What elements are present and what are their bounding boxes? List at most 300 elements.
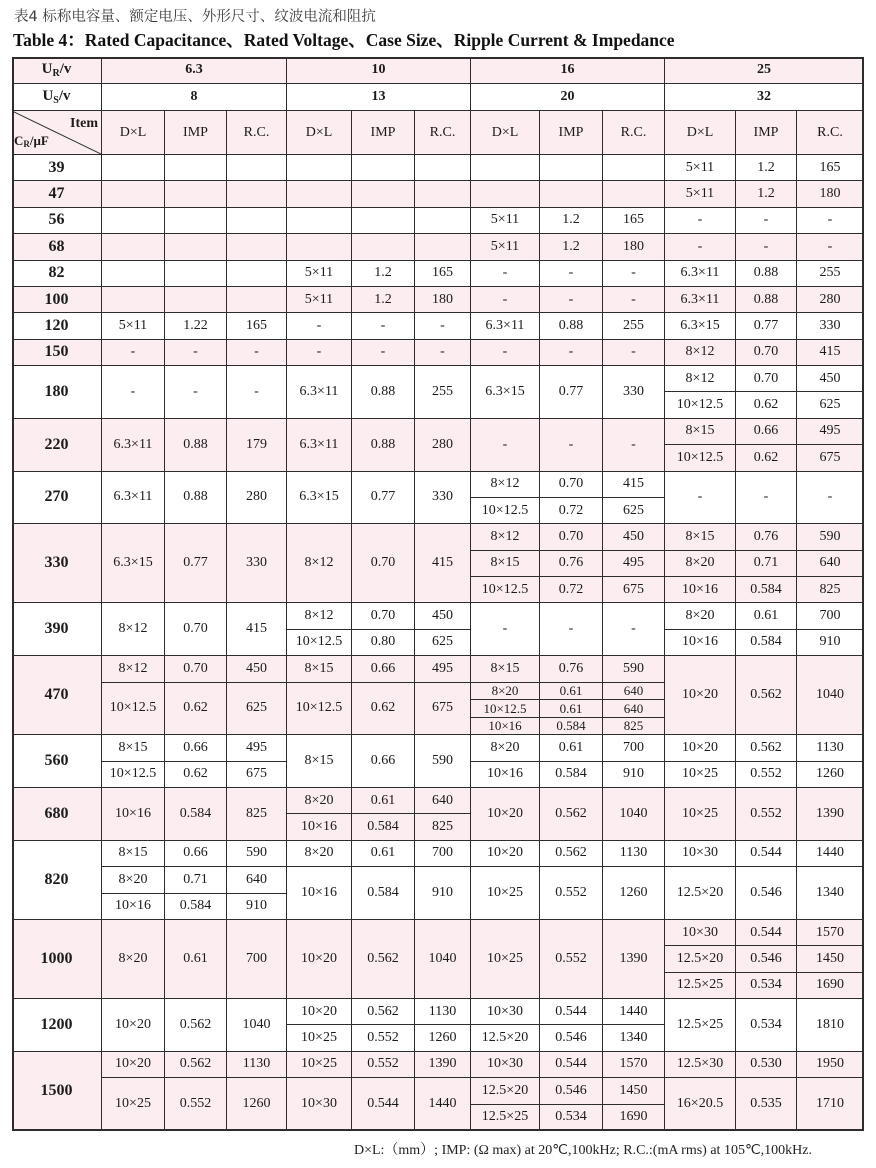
voltage-group-25v bbox=[665, 287, 864, 313]
case-size-cell: 10×12.5 bbox=[287, 630, 352, 656]
voltage-group-6-3v bbox=[102, 920, 287, 999]
spec-entry bbox=[665, 366, 864, 392]
spec-entry bbox=[102, 788, 287, 841]
spec-entry bbox=[287, 155, 471, 181]
impedance-cell: 1.2 bbox=[540, 208, 603, 234]
voltage-group-16v bbox=[471, 366, 665, 419]
impedance-cell: 0.562 bbox=[736, 735, 797, 761]
spec-entry bbox=[287, 181, 471, 207]
spec-entry bbox=[102, 208, 287, 234]
case-size-cell: 10×16 bbox=[287, 867, 352, 920]
case-size-cell: 8×12 bbox=[471, 472, 540, 498]
spec-entry bbox=[471, 261, 665, 287]
spec-entry bbox=[471, 1078, 665, 1104]
case-size-cell: 8×15 bbox=[665, 419, 736, 445]
ripple-current-cell: 280 bbox=[797, 287, 864, 313]
case-size-cell bbox=[102, 155, 165, 181]
spec-entry bbox=[102, 472, 287, 525]
impedance-cell: 0.544 bbox=[352, 1078, 415, 1131]
label-subscript: R bbox=[23, 139, 30, 149]
ripple-current-cell: 825 bbox=[415, 814, 471, 840]
case-size-cell: - bbox=[102, 366, 165, 419]
ripple-current-cell: 910 bbox=[227, 894, 287, 920]
spec-entry bbox=[287, 841, 471, 867]
impedance-cell bbox=[165, 287, 227, 313]
impedance-cell: - bbox=[540, 340, 603, 366]
spec-entry bbox=[471, 234, 665, 260]
impedance-cell: 0.76 bbox=[736, 524, 797, 550]
ripple-current-cell: 280 bbox=[227, 472, 287, 525]
ripple-current-cell: 700 bbox=[603, 735, 665, 761]
ripple-current-cell: 625 bbox=[797, 392, 864, 418]
spec-entry bbox=[102, 762, 287, 788]
table-row bbox=[12, 181, 864, 207]
voltage-group-6-3v bbox=[102, 999, 287, 1052]
ripple-current-cell bbox=[227, 287, 287, 313]
impedance-cell: 0.584 bbox=[736, 577, 797, 603]
spec-entry bbox=[287, 208, 471, 234]
case-size-cell bbox=[102, 181, 165, 207]
voltage-group-10v bbox=[287, 234, 471, 260]
spec-entry bbox=[471, 1105, 665, 1131]
label-unit: /v bbox=[59, 60, 72, 77]
voltage-group-16v bbox=[471, 841, 665, 920]
case-size-cell: 8×20 bbox=[102, 920, 165, 999]
ripple-current-cell: 825 bbox=[797, 577, 864, 603]
case-size-cell: 12.5×25 bbox=[665, 973, 736, 999]
ripple-current-cell bbox=[227, 208, 287, 234]
case-size-cell: - bbox=[665, 472, 736, 525]
voltage-group-6-3v bbox=[102, 366, 287, 419]
voltage-group-6-3v bbox=[102, 261, 287, 287]
case-size-cell: 6.3×11 bbox=[102, 419, 165, 472]
spec-entry bbox=[471, 867, 665, 920]
ripple-current-cell: 1260 bbox=[797, 762, 864, 788]
spec-entry bbox=[287, 1052, 471, 1078]
spec-entry bbox=[102, 1052, 287, 1078]
spec-entry bbox=[471, 1052, 665, 1078]
label-unit: /μF bbox=[29, 133, 49, 148]
capacitance-cell: 1000 bbox=[12, 920, 102, 999]
capacitance-cell: 39 bbox=[12, 155, 102, 181]
case-size-cell: 10×25 bbox=[665, 788, 736, 841]
voltage-group-10v bbox=[287, 261, 471, 287]
ripple-current-cell bbox=[415, 155, 471, 181]
surge-voltage-32v: 32 bbox=[665, 84, 864, 111]
impedance-cell: 0.72 bbox=[540, 498, 603, 524]
ripple-current-cell: 255 bbox=[603, 313, 665, 339]
capacitance-cell: 120 bbox=[12, 313, 102, 339]
case-size-cell: 10×12.5 bbox=[665, 392, 736, 418]
capacitance-cell: 680 bbox=[12, 788, 102, 841]
impedance-cell: 1.2 bbox=[736, 155, 797, 181]
spec-entry bbox=[102, 234, 287, 260]
spec-entry bbox=[471, 155, 665, 181]
case-size-cell: 10×12.5 bbox=[102, 762, 165, 788]
spec-entry bbox=[471, 472, 665, 498]
impedance-cell: 0.76 bbox=[540, 551, 603, 577]
impedance-cell: 0.62 bbox=[736, 392, 797, 418]
voltage-group-16v bbox=[471, 287, 665, 313]
ripple-current-cell bbox=[227, 155, 287, 181]
impedance-cell bbox=[165, 261, 227, 287]
spec-entry bbox=[471, 577, 665, 603]
impedance-cell: - bbox=[352, 313, 415, 339]
impedance-cell: 0.77 bbox=[736, 313, 797, 339]
ripple-current-cell: 640 bbox=[227, 867, 287, 893]
capacitance-cell: 180 bbox=[12, 366, 102, 419]
case-size-cell: 10×20 bbox=[102, 1052, 165, 1078]
table-row bbox=[12, 656, 864, 735]
impedance-cell: 0.534 bbox=[736, 973, 797, 999]
ripple-current-cell: 625 bbox=[603, 498, 665, 524]
voltage-group-10v bbox=[287, 419, 471, 472]
impedance-cell bbox=[540, 181, 603, 207]
voltage-group-6-3v bbox=[102, 155, 287, 181]
voltage-group-25v bbox=[665, 999, 864, 1052]
impedance-cell: 0.70 bbox=[352, 524, 415, 603]
impedance-cell: 0.77 bbox=[540, 366, 603, 419]
voltage-group-10v bbox=[287, 603, 471, 656]
spec-entry bbox=[665, 419, 864, 445]
case-size-cell: 10×30 bbox=[665, 920, 736, 946]
table-row bbox=[12, 1052, 864, 1131]
spec-entry bbox=[471, 551, 665, 577]
impedance-cell: 0.66 bbox=[352, 735, 415, 788]
voltage-group-6-3v bbox=[102, 208, 287, 234]
ripple-current-cell: 1130 bbox=[797, 735, 864, 761]
table-row bbox=[12, 524, 864, 603]
impedance-cell bbox=[352, 208, 415, 234]
impedance-cell: 0.88 bbox=[165, 419, 227, 472]
spec-entry bbox=[665, 287, 864, 313]
case-size-cell: 12.5×20 bbox=[665, 946, 736, 972]
ripple-current-cell: 1950 bbox=[797, 1052, 864, 1078]
ripple-current-cell: 910 bbox=[797, 630, 864, 656]
voltage-group-6-3v bbox=[102, 313, 287, 339]
spec-entry bbox=[287, 1078, 471, 1131]
case-size-cell: - bbox=[665, 234, 736, 260]
case-size-cell: 10×20 bbox=[287, 920, 352, 999]
impedance-cell: 0.66 bbox=[736, 419, 797, 445]
column-case-size: D×L bbox=[665, 111, 736, 155]
spec-entry bbox=[665, 603, 864, 629]
case-size-cell: 6.3×11 bbox=[665, 261, 736, 287]
label-symbol: U bbox=[42, 87, 54, 104]
table-row bbox=[12, 472, 864, 525]
ripple-current-cell: 450 bbox=[227, 656, 287, 682]
spec-entry bbox=[102, 683, 287, 736]
impedance-cell: - bbox=[736, 208, 797, 234]
spec-entry bbox=[665, 208, 864, 234]
spec-entry bbox=[287, 999, 471, 1025]
ripple-current-cell: 330 bbox=[603, 366, 665, 419]
impedance-cell: 0.584 bbox=[352, 867, 415, 920]
spec-entry bbox=[287, 867, 471, 920]
spec-entry bbox=[665, 973, 864, 999]
case-size-cell: 10×12.5 bbox=[287, 683, 352, 736]
impedance-cell: 0.584 bbox=[540, 718, 603, 736]
impedance-cell: 0.562 bbox=[540, 788, 603, 841]
spec-entry bbox=[665, 656, 864, 735]
impedance-cell: 0.584 bbox=[352, 814, 415, 840]
voltage-group-10v bbox=[287, 340, 471, 366]
ripple-current-cell: 1690 bbox=[603, 1105, 665, 1131]
case-size-cell: 8×15 bbox=[665, 524, 736, 550]
ripple-current-cell: - bbox=[415, 340, 471, 366]
case-size-cell: 10×12.5 bbox=[665, 445, 736, 471]
case-size-cell: 12.5×20 bbox=[471, 1078, 540, 1104]
voltage-group-10v bbox=[287, 472, 471, 525]
impedance-cell: - bbox=[540, 287, 603, 313]
column-ripple-current: R.C. bbox=[603, 111, 665, 155]
case-size-cell: 5×11 bbox=[665, 155, 736, 181]
ripple-current-cell: 415 bbox=[603, 472, 665, 498]
impedance-cell: 0.562 bbox=[540, 841, 603, 867]
case-size-cell: 10×16 bbox=[665, 577, 736, 603]
case-size-cell: 10×12.5 bbox=[471, 700, 540, 718]
case-size-cell: 8×12 bbox=[102, 603, 165, 656]
column-impedance: IMP bbox=[736, 111, 797, 155]
voltage-group-6-3v bbox=[102, 472, 287, 525]
case-size-cell: 8×15 bbox=[102, 841, 165, 867]
case-size-cell: 6.3×15 bbox=[287, 472, 352, 525]
ripple-current-cell: 1130 bbox=[603, 841, 665, 867]
spec-entry bbox=[102, 894, 287, 920]
voltage-group-25v bbox=[665, 472, 864, 525]
ripple-current-cell: 700 bbox=[415, 841, 471, 867]
impedance-cell: 0.61 bbox=[540, 735, 603, 761]
voltage-group-25v bbox=[665, 419, 864, 472]
impedance-cell: 0.88 bbox=[540, 313, 603, 339]
spec-entry bbox=[665, 313, 864, 339]
case-size-cell: 10×20 bbox=[471, 788, 540, 841]
ripple-current-cell bbox=[603, 155, 665, 181]
spec-entry bbox=[471, 920, 665, 999]
case-size-cell: - bbox=[471, 419, 540, 472]
spec-entry bbox=[665, 867, 864, 920]
spec-entry bbox=[665, 234, 864, 260]
capacitance-cell: 150 bbox=[12, 340, 102, 366]
impedance-cell: 0.552 bbox=[352, 1025, 415, 1051]
case-size-cell bbox=[102, 261, 165, 287]
spec-entry bbox=[102, 867, 287, 893]
spec-entry bbox=[102, 920, 287, 999]
table-row bbox=[12, 313, 864, 339]
voltage-group-10v bbox=[287, 656, 471, 735]
voltage-group-6-3v bbox=[102, 234, 287, 260]
case-size-cell: 8×12 bbox=[287, 603, 352, 629]
spec-entry bbox=[665, 841, 864, 867]
impedance-cell: 0.76 bbox=[540, 656, 603, 682]
impedance-cell: 0.562 bbox=[352, 999, 415, 1025]
table-row bbox=[12, 999, 864, 1052]
case-size-cell: 5×11 bbox=[102, 313, 165, 339]
spec-entry bbox=[665, 762, 864, 788]
impedance-cell: - bbox=[165, 340, 227, 366]
voltage-group-10v bbox=[287, 999, 471, 1052]
spec-entry bbox=[665, 551, 864, 577]
surge-voltage-20v: 20 bbox=[471, 84, 665, 111]
spec-entry bbox=[665, 524, 864, 550]
impedance-cell: 0.562 bbox=[165, 1052, 227, 1078]
ripple-current-cell: 1040 bbox=[227, 999, 287, 1052]
ripple-current-cell: 675 bbox=[797, 445, 864, 471]
surge-voltage-8v: 8 bbox=[102, 84, 287, 111]
spec-entry bbox=[287, 630, 471, 656]
capacitance-cell: 47 bbox=[12, 181, 102, 207]
label-symbol: U bbox=[41, 60, 53, 77]
ripple-current-cell: 625 bbox=[415, 630, 471, 656]
impedance-cell: 0.66 bbox=[165, 841, 227, 867]
voltage-group-6-3v bbox=[102, 524, 287, 603]
ripple-current-cell: 450 bbox=[797, 366, 864, 392]
case-size-cell: 10×25 bbox=[471, 867, 540, 920]
case-size-cell: 6.3×11 bbox=[665, 287, 736, 313]
case-size-cell: 10×12.5 bbox=[471, 498, 540, 524]
table-row bbox=[12, 155, 864, 181]
capacitance-cell: 100 bbox=[12, 287, 102, 313]
case-size-cell: 8×15 bbox=[102, 735, 165, 761]
impedance-cell: 0.70 bbox=[540, 472, 603, 498]
ripple-current-cell: 1810 bbox=[797, 999, 864, 1052]
spec-entry bbox=[471, 287, 665, 313]
table-row bbox=[12, 788, 864, 841]
impedance-cell: 0.552 bbox=[736, 788, 797, 841]
impedance-cell: 0.71 bbox=[736, 551, 797, 577]
spec-entry bbox=[287, 261, 471, 287]
case-size-cell: 10×25 bbox=[471, 920, 540, 999]
spec-entry bbox=[665, 340, 864, 366]
impedance-cell: 0.544 bbox=[540, 1052, 603, 1078]
voltage-group-16v bbox=[471, 656, 665, 735]
ripple-current-cell: 700 bbox=[797, 603, 864, 629]
case-size-cell bbox=[471, 181, 540, 207]
voltage-group-25v bbox=[665, 366, 864, 419]
case-size-cell: 8×12 bbox=[665, 340, 736, 366]
table-row bbox=[12, 340, 864, 366]
ripple-current-cell bbox=[603, 181, 665, 207]
column-impedance: IMP bbox=[352, 111, 415, 155]
impedance-cell: 0.71 bbox=[165, 867, 227, 893]
spec-entry bbox=[471, 762, 665, 788]
spec-entry bbox=[102, 287, 287, 313]
voltage-group-16v bbox=[471, 788, 665, 841]
impedance-cell: 0.546 bbox=[736, 946, 797, 972]
case-size-cell: 10×12.5 bbox=[471, 577, 540, 603]
ripple-current-cell: 255 bbox=[415, 366, 471, 419]
ripple-current-cell: - bbox=[603, 287, 665, 313]
voltage-group-25v bbox=[665, 181, 864, 207]
rated-voltage-6-3v: 6.3 bbox=[102, 57, 287, 84]
spec-entry bbox=[287, 603, 471, 629]
impedance-cell: 0.61 bbox=[736, 603, 797, 629]
impedance-cell: 0.62 bbox=[736, 445, 797, 471]
voltage-group-25v bbox=[665, 1052, 864, 1131]
voltage-group-16v bbox=[471, 920, 665, 999]
spec-entry bbox=[287, 287, 471, 313]
ripple-current-cell: 415 bbox=[227, 603, 287, 656]
capacitance-cell: 270 bbox=[12, 472, 102, 525]
spec-entry bbox=[471, 208, 665, 234]
capacitance-cell: 68 bbox=[12, 234, 102, 260]
case-size-cell: 8×20 bbox=[471, 735, 540, 761]
impedance-cell: 0.562 bbox=[352, 920, 415, 999]
table-row bbox=[12, 735, 864, 788]
impedance-cell: 0.544 bbox=[736, 920, 797, 946]
case-size-cell: 10×16 bbox=[102, 788, 165, 841]
ripple-current-cell: 1040 bbox=[415, 920, 471, 999]
capacitance-cell: 82 bbox=[12, 261, 102, 287]
case-size-cell: 10×20 bbox=[471, 841, 540, 867]
ripple-current-cell: 1340 bbox=[797, 867, 864, 920]
case-size-cell: 6.3×15 bbox=[665, 313, 736, 339]
spec-entry bbox=[665, 630, 864, 656]
ripple-current-cell: 165 bbox=[415, 261, 471, 287]
case-size-cell: 10×30 bbox=[287, 1078, 352, 1131]
impedance-cell: 0.66 bbox=[165, 735, 227, 761]
impedance-cell: 0.552 bbox=[165, 1078, 227, 1131]
capacitance-cell: 1500 bbox=[12, 1052, 102, 1131]
ripple-current-cell bbox=[415, 181, 471, 207]
impedance-cell: 0.534 bbox=[540, 1105, 603, 1131]
impedance-cell: 0.61 bbox=[540, 683, 603, 701]
ripple-current-cell: 450 bbox=[415, 603, 471, 629]
ripple-current-cell: 1570 bbox=[603, 1052, 665, 1078]
case-size-cell: 6.3×15 bbox=[102, 524, 165, 603]
spec-entry bbox=[665, 999, 864, 1052]
case-size-cell: 10×20 bbox=[102, 999, 165, 1052]
voltage-group-16v bbox=[471, 155, 665, 181]
ripple-current-cell: 1440 bbox=[603, 999, 665, 1025]
spec-entry bbox=[665, 735, 864, 761]
impedance-cell bbox=[352, 155, 415, 181]
voltage-group-10v bbox=[287, 841, 471, 920]
capacitance-cell: 56 bbox=[12, 208, 102, 234]
impedance-cell bbox=[352, 234, 415, 260]
spec-entry bbox=[102, 603, 287, 656]
impedance-cell: 0.70 bbox=[165, 603, 227, 656]
impedance-cell: 0.584 bbox=[165, 788, 227, 841]
case-size-cell: 5×11 bbox=[471, 234, 540, 260]
ripple-current-cell: 495 bbox=[603, 551, 665, 577]
case-size-cell: 8×12 bbox=[102, 656, 165, 682]
impedance-cell bbox=[165, 208, 227, 234]
spec-entry bbox=[102, 366, 287, 419]
column-header-row bbox=[12, 111, 864, 155]
ripple-current-cell: 495 bbox=[797, 419, 864, 445]
spec-entry bbox=[471, 181, 665, 207]
case-size-cell: 16×20.5 bbox=[665, 1078, 736, 1131]
case-size-cell: 12.5×20 bbox=[665, 867, 736, 920]
rated-voltage-10v: 10 bbox=[287, 57, 471, 84]
case-size-cell: 10×16 bbox=[102, 894, 165, 920]
voltage-group-6-3v bbox=[102, 340, 287, 366]
case-size-cell: 8×20 bbox=[471, 683, 540, 701]
impedance-cell: 0.534 bbox=[736, 999, 797, 1052]
surge-voltage-13v: 13 bbox=[287, 84, 471, 111]
spec-entry bbox=[471, 498, 665, 524]
item-capacitance-header bbox=[12, 111, 102, 155]
ripple-current-cell: 640 bbox=[603, 683, 665, 701]
spec-entry bbox=[471, 700, 665, 718]
case-size-cell: 8×15 bbox=[287, 656, 352, 682]
voltage-group-6-3v bbox=[102, 1052, 287, 1131]
voltage-group-16v bbox=[471, 313, 665, 339]
voltage-group-10v bbox=[287, 920, 471, 999]
voltage-group-25v bbox=[665, 920, 864, 999]
impedance-cell: 0.584 bbox=[540, 762, 603, 788]
